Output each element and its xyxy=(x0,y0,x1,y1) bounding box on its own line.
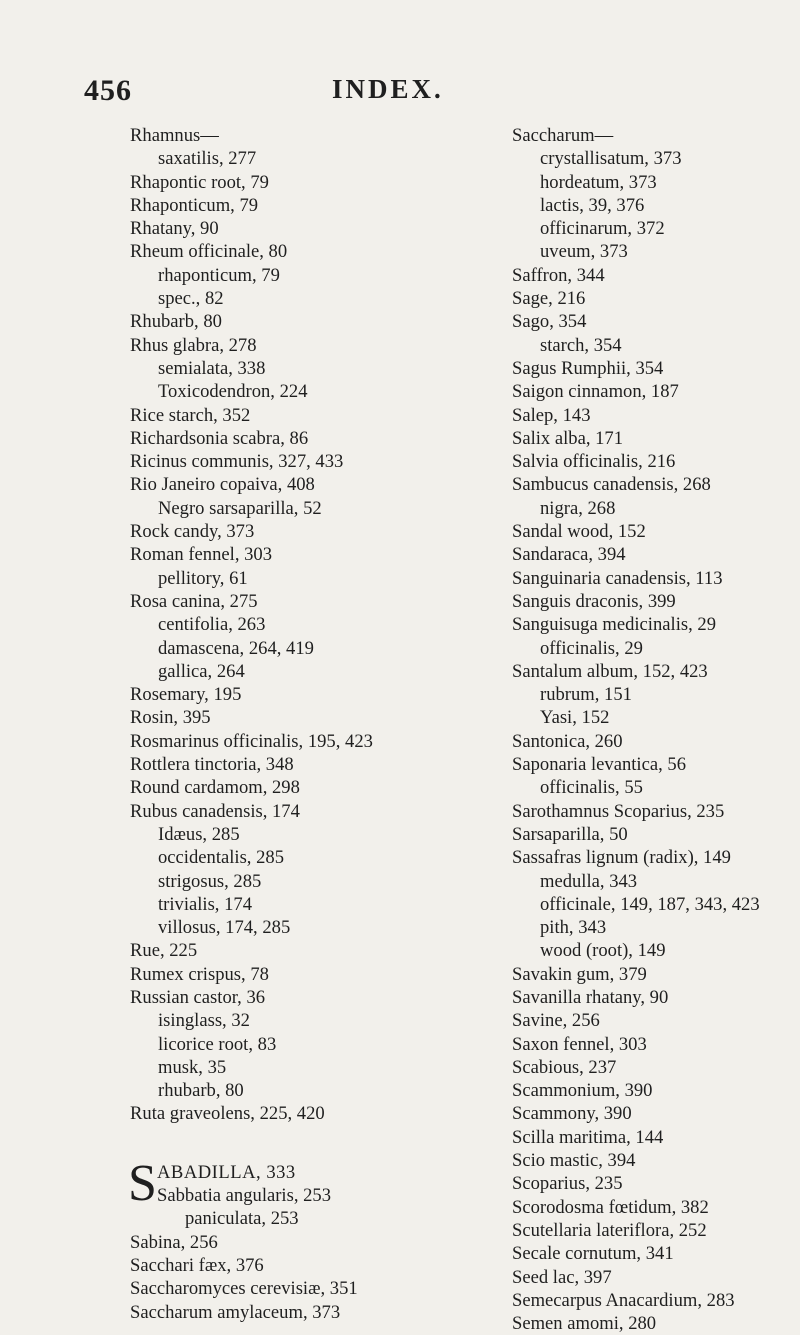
index-entry: Sarothamnus Scoparius, 235 xyxy=(512,800,725,822)
index-entry: Rio Janeiro copaiva, 408 xyxy=(130,474,315,496)
index-subentry: damascena, 264, 419 xyxy=(158,637,314,659)
index-entry: Rue, 225 xyxy=(130,940,198,962)
index-subentry: officinarum, 372 xyxy=(540,218,665,240)
index-entry: Scoparius, 235 xyxy=(512,1173,623,1195)
index-entry: Sanguis draconis, 399 xyxy=(512,590,676,612)
index-entry: Sacchari fæx, 376 xyxy=(130,1254,264,1276)
page-title: INDEX. xyxy=(332,74,444,104)
index-entry: ABADILLA, 333 xyxy=(157,1161,296,1183)
index-entry: Semen amomi, 280 xyxy=(512,1313,657,1335)
index-entry: Scutellaria lateriflora, 252 xyxy=(512,1219,707,1241)
index-entry: Rock candy, 373 xyxy=(130,521,255,543)
dropcap-letter: S xyxy=(128,1154,157,1212)
index-entry: Sagus Rumphii, 354 xyxy=(512,357,664,379)
index-subentry: Negro sarsaparilla, 52 xyxy=(158,497,322,519)
index-subentry: officinale, 149, 187, 343, 423 xyxy=(540,893,760,915)
left-entry-list xyxy=(130,124,373,1126)
index-entry: Scorodosma fœtidum, 382 xyxy=(512,1196,709,1218)
index-subentry: paniculata, 253 xyxy=(185,1208,299,1230)
index-entry: Saigon cinnamon, 187 xyxy=(512,381,679,403)
section-s-start xyxy=(128,1154,373,1231)
index-entry: Scammonium, 390 xyxy=(512,1080,653,1102)
index-entry: Russian castor, 36 xyxy=(130,986,266,1008)
index-subentry: Yasi, 152 xyxy=(540,707,610,729)
index-entry: Round cardamom, 298 xyxy=(130,777,300,799)
index-subentry: lactis, 39, 376 xyxy=(540,194,645,216)
index-entry: Rosmarinus officinalis, 195, 423 xyxy=(130,730,373,752)
right-entry-list xyxy=(512,124,760,1335)
index-column-right xyxy=(512,124,760,1335)
index-entry: Rhapontic root, 79 xyxy=(130,171,269,193)
index-entry: Seed lac, 397 xyxy=(512,1266,612,1288)
index-entry: Savine, 256 xyxy=(512,1010,600,1032)
index-entry: Savakin gum, 379 xyxy=(512,963,647,985)
index-subentry: Idæus, 285 xyxy=(158,823,240,845)
index-entry: Sanguinaria canadensis, 113 xyxy=(512,567,723,589)
index-entry: Semecarpus Anacardium, 283 xyxy=(512,1289,735,1311)
index-entry: Santonica, 260 xyxy=(512,730,623,752)
index-entry: Scio mastic, 394 xyxy=(512,1150,636,1172)
index-entry: Scilla maritima, 144 xyxy=(512,1126,664,1148)
index-entry: Rottlera tinctoria, 348 xyxy=(130,754,294,776)
index-entry: Sarsaparilla, 50 xyxy=(512,823,628,845)
index-entry: Santalum album, 152, 423 xyxy=(512,660,708,682)
index-entry: Salix alba, 171 xyxy=(512,427,624,449)
page-number: 456 xyxy=(84,74,132,107)
index-subentry: hordeatum, 373 xyxy=(540,171,657,193)
index-entry: Rosa canina, 275 xyxy=(130,590,258,612)
index-entry: Sandal wood, 152 xyxy=(512,521,646,543)
index-entry: Rheum officinale, 80 xyxy=(130,241,288,263)
index-entry: Rhaponticum, 79 xyxy=(130,194,259,216)
index-entry: Saxon fennel, 303 xyxy=(512,1033,647,1055)
index-entry: Rhatany, 90 xyxy=(130,218,219,240)
index-subentry: rhaponticum, 79 xyxy=(158,264,280,286)
index-entry: Saccharomyces cerevisiæ, 351 xyxy=(130,1278,358,1300)
left-entry-list-continued xyxy=(130,1231,373,1324)
index-subentry: saxatilis, 277 xyxy=(158,148,257,170)
index-entry: Sago, 354 xyxy=(512,311,587,333)
index-subentry: wood (root), 149 xyxy=(540,940,666,962)
index-subentry: gallica, 264 xyxy=(158,660,245,682)
index-subentry: uveum, 373 xyxy=(540,241,628,263)
index-entry: Rhamnus— xyxy=(130,125,219,146)
index-subentry: starch, 354 xyxy=(540,334,622,356)
index-entry: Saffron, 344 xyxy=(512,264,605,286)
index-subentry: nigra, 268 xyxy=(540,497,616,519)
index-entry: Sabina, 256 xyxy=(130,1231,218,1253)
index-entry: Saponaria levantica, 56 xyxy=(512,754,686,776)
index-entry: Sassafras lignum (radix), 149 xyxy=(512,847,731,869)
index-subentry: officinalis, 29 xyxy=(540,637,643,659)
index-subentry: spec., 82 xyxy=(158,288,224,310)
index-entry: Roman fennel, 303 xyxy=(130,544,273,566)
index-subentry: strigosus, 285 xyxy=(158,870,262,892)
index-entry: Saccharum amylaceum, 373 xyxy=(130,1301,341,1323)
index-entry: Sandaraca, 394 xyxy=(512,544,626,566)
index-entry: Scabious, 237 xyxy=(512,1056,617,1078)
index-subentry: pellitory, 61 xyxy=(158,567,248,589)
index-entry: Saccharum— xyxy=(512,125,614,146)
index-subentry: licorice root, 83 xyxy=(158,1033,277,1055)
page-header xyxy=(84,74,724,114)
index-entry: Rumex crispus, 78 xyxy=(130,963,269,985)
index-entry: Rosemary, 195 xyxy=(130,684,242,706)
index-entry: Rhubarb, 80 xyxy=(130,311,222,333)
index-entry: Salep, 143 xyxy=(512,404,591,426)
index-entry: Ruta graveolens, 225, 420 xyxy=(130,1103,325,1125)
index-column-left xyxy=(130,124,373,1324)
index-subentry: officinalis, 55 xyxy=(540,777,643,799)
index-subentry: trivialis, 174 xyxy=(158,893,252,915)
index-subentry: Toxicodendron, 224 xyxy=(158,381,308,403)
index-entry: Sambucus canadensis, 268 xyxy=(512,474,711,496)
index-subentry: crystallisatum, 373 xyxy=(540,148,682,170)
index-subentry: isinglass, 32 xyxy=(158,1010,250,1032)
index-entry: Rubus canadensis, 174 xyxy=(130,800,300,822)
index-entry: Secale cornutum, 341 xyxy=(512,1243,674,1265)
index-subentry: medulla, 343 xyxy=(540,870,638,892)
index-subentry: centifolia, 263 xyxy=(158,614,266,636)
index-subentry: musk, 35 xyxy=(158,1056,227,1078)
index-entry: Salvia officinalis, 216 xyxy=(512,451,676,473)
index-entry: Richardsonia scabra, 86 xyxy=(130,427,309,449)
index-entry: Sage, 216 xyxy=(512,288,586,310)
section-gap xyxy=(130,1126,373,1161)
index-subentry: occidentalis, 285 xyxy=(158,847,284,869)
index-entry: Rice starch, 352 xyxy=(130,404,251,426)
index-subentry: villosus, 174, 285 xyxy=(158,917,291,939)
index-subentry: semialata, 338 xyxy=(158,357,266,379)
index-subentry: pith, 343 xyxy=(540,917,607,939)
index-entry: Rhus glabra, 278 xyxy=(130,334,257,356)
index-entry: Ricinus communis, 327, 433 xyxy=(130,451,344,473)
index-subentry: rhubarb, 80 xyxy=(158,1080,244,1102)
index-entry: Sanguisuga medicinalis, 29 xyxy=(512,614,716,636)
index-entry: Rosin, 395 xyxy=(130,707,211,729)
index-entry: Scammony, 390 xyxy=(512,1103,632,1125)
index-subentry: rubrum, 151 xyxy=(540,684,632,706)
index-entry: Savanilla rhatany, 90 xyxy=(512,986,669,1008)
index-entry: Sabbatia angularis, 253 xyxy=(157,1185,332,1207)
